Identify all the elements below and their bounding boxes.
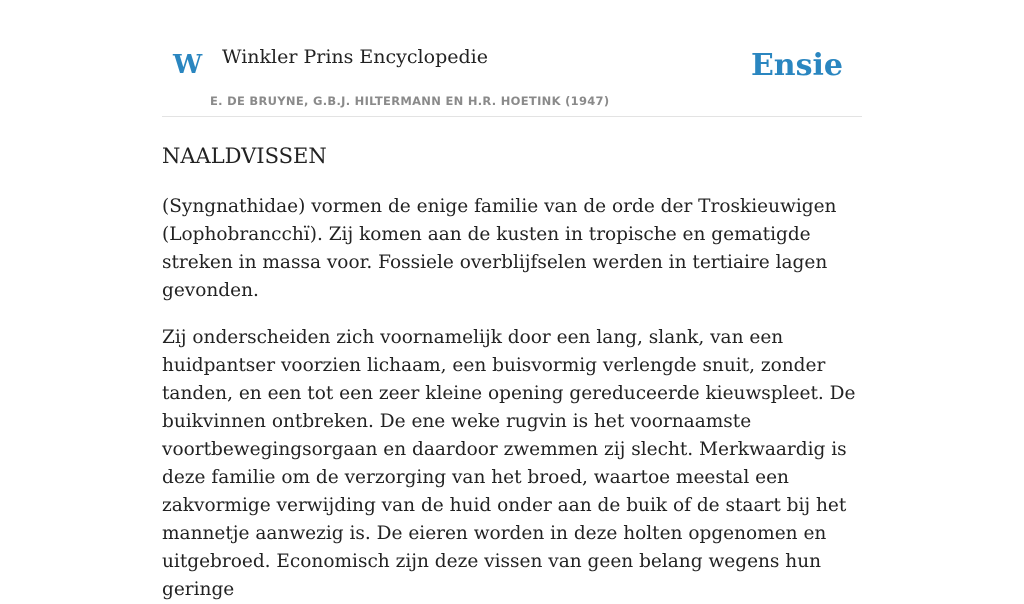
entry-paragraph: Zij onderscheiden zich voornamelijk door een lang, slank, van een huidpantser voorzien lichaam, een buisvormig verlengde snuit, zonder tanden, en een tot een zeer kleine opening gereduceerde kieuwspleet. De buikvinnen ontbreken. De ene weke rugvin is het voornaamste voortbewegingsorgaan en daardoor zwemmen zij slecht. Merkwaardig is deze familie om de verzorging van het broed, waartoe meestal een zakvormige verwijding van de huid onder aan de buik of de staart bij het mannetje aanwezig is. De eieren worden in deze holten opgenomen en uitgebroed. Economisch zijn deze vissen van geen belang wegens hun geringe [162, 327, 856, 601]
encyclopedia-title[interactable]: Winkler Prins Encyclopedie [222, 46, 488, 68]
entry-paragraph: (Syngnathidae) vormen de enige familie van de orde der Troskieuwigen (Lophobrancchï). Zij komen aan de kusten in tropische en gematigde streken in massa voor. Fossiele overblijfselen werden in tertiaire lagen gevonden. [162, 196, 837, 302]
authors-line: E. DE BRUYNE, G.B.J. HILTERMANN EN H.R. HOETINK (1947) [210, 94, 610, 108]
entry-title: NAALDVISSEN [162, 144, 327, 168]
page [162, 0, 862, 604]
ensie-logo[interactable]: Ensie [750, 48, 843, 83]
entry-body [162, 193, 862, 604]
page-header [162, 0, 862, 117]
wp-logo-icon[interactable]: W [173, 50, 203, 80]
